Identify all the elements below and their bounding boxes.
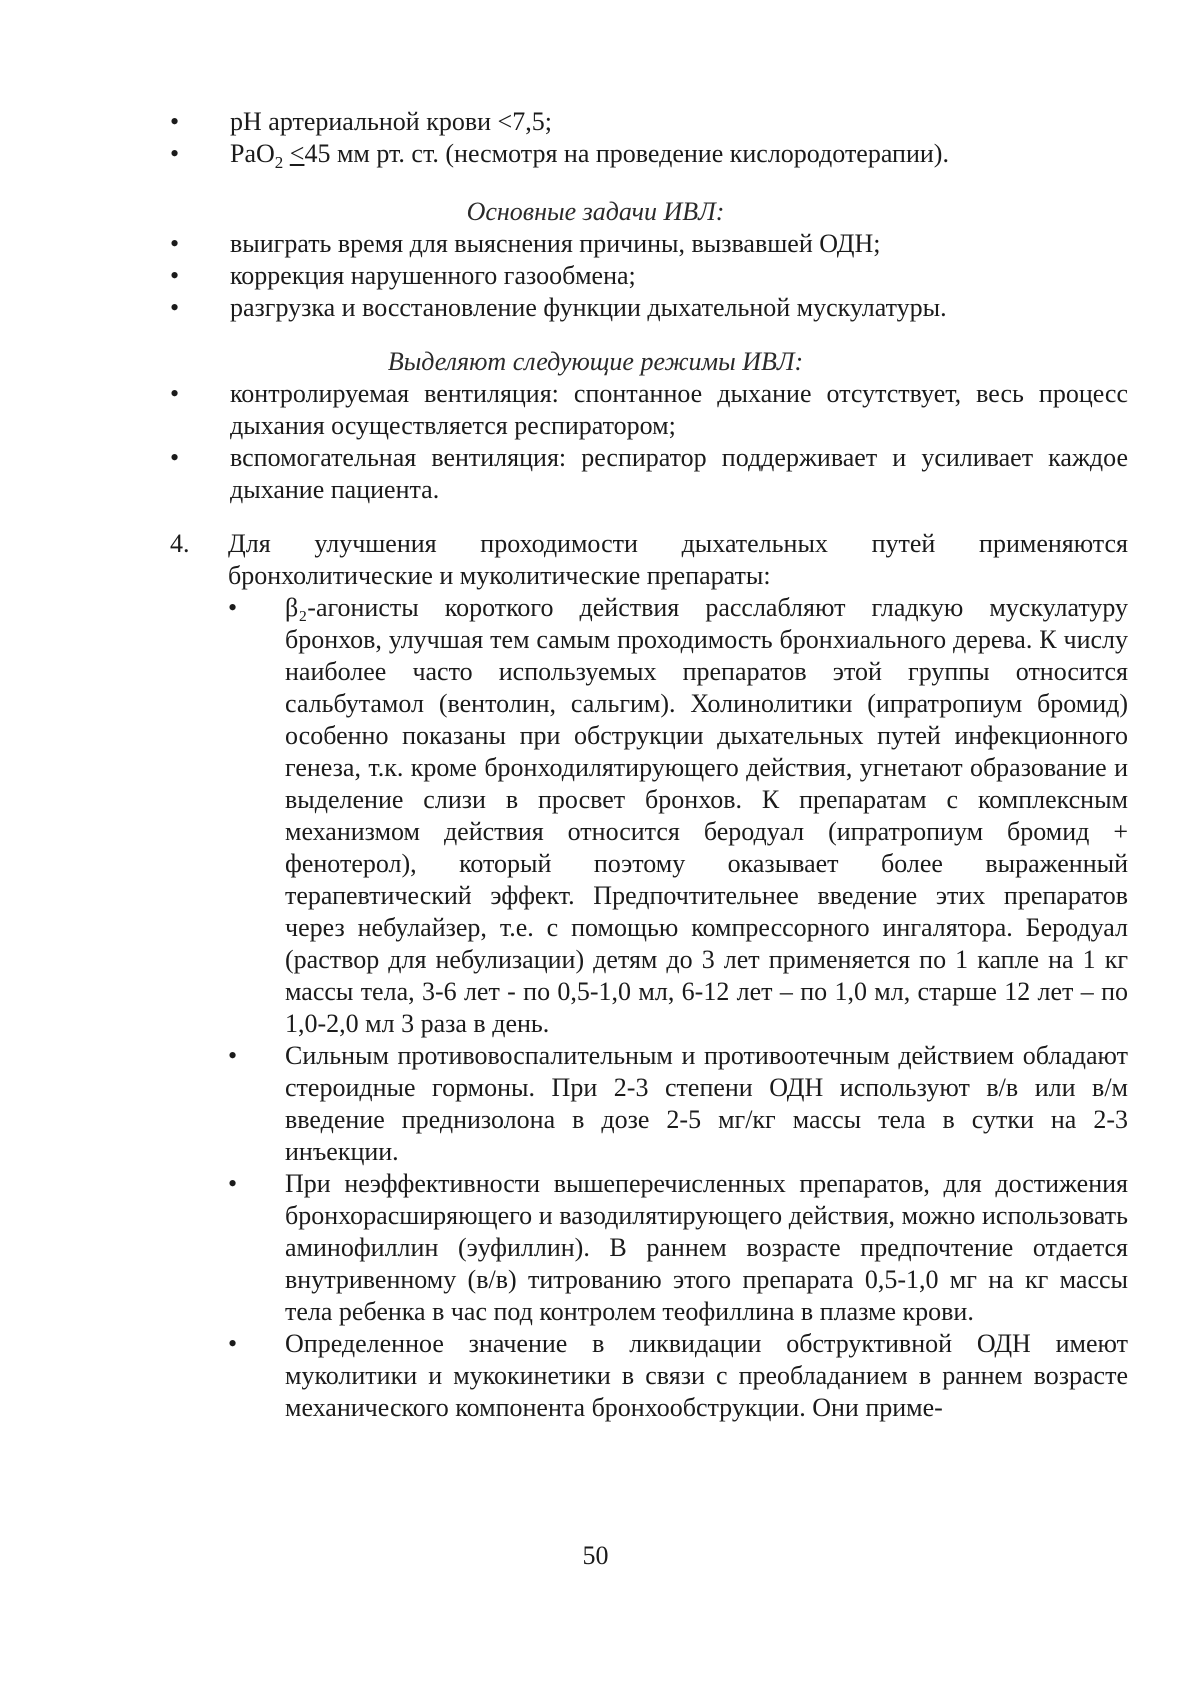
- bullet-icon: •: [170, 379, 180, 408]
- item-text: Для улучшения проходимости дыхательных путей применяются бронхолитические и муколитические препараты:: [228, 529, 1128, 590]
- list-item-text: β₂-агонисты короткого действия расслабляют гладкую мускулатуру бронхов, улучшая тем самым проходимость бронхиального дерева. К числу наиболее часто используемых препаратов этой группы относится сальбутамол (вентолин, сальгим). Холинолитики (ипратропиум бромид) особенно показаны при обструкции дыхательных путей инфекционного генеза, т.к. кроме бронходилятирующего действия, угнетают образование и выделение слизи в просвет бронхов. К препаратам с комплексным механизмом действия относится беродуал (ипратропиум бромид + фенотерол), который поэтому оказывает более выраженный терапевтический эффект. Предпочтительнее введение этих препаратов через небулайзер, т.е. с помощью компрессорного ингалятора. Беродуал (раствор для небулизации) детям до 3 лет применяется по 1 капле на 1 кг массы тела, 3-6 лет - по 0,5-1,0 мл, 6-12 лет – по 1,0 мл, старше 12 лет – по 1,0-2,0 мл 3 раза в день.: [285, 593, 1128, 1038]
- criteria-list: [170, 106, 1128, 179]
- list-item-text: контролируемая вентиляция: спонтанное дыхание отсутствует, весь процесс дыхания осуществляется респиратором;: [230, 379, 1128, 440]
- item-number: 4.: [170, 529, 190, 558]
- bullet-icon: •: [170, 139, 180, 168]
- list-item: [228, 1040, 1128, 1168]
- bullet-icon: •: [228, 1041, 238, 1070]
- list-item: [170, 138, 1128, 179]
- list-item-text: вспомогательная вентиляция: респиратор поддерживает и усиливает каждое дыхание пациента.: [230, 443, 1128, 504]
- list-item: [170, 378, 1128, 442]
- list-item-text: Определенное значение в ликвидации обструктивной ОДН имеют муколитики и мукокинетики в связи с преобладанием в раннем возрасте механического компонента бронхообструкции. Они приме-: [285, 1329, 1128, 1422]
- section-heading-tasks: Основные задачи ИВЛ:: [466, 197, 725, 226]
- drug-list: [228, 592, 1128, 1424]
- modes-list: [170, 378, 1128, 506]
- bullet-icon: •: [228, 1329, 238, 1358]
- list-item: [170, 292, 1128, 324]
- bullet-icon: •: [170, 443, 180, 472]
- list-item-text: РаО$_2$ <45 мм рт. ст. (несмотря на проведение кислородотерапии).: [230, 139, 949, 173]
- bullet-icon: •: [170, 107, 180, 136]
- list-item-text: Сильным противовоспалительным и противоотечным действием обладают стероидные гормоны. При 2-3 степени ОДН используют в/в или в/м введение преднизолона в дозе 2-5 мг/кг массы тела в сутки на 2-3 инъекции.: [285, 1041, 1128, 1166]
- list-item-text: При неэффективности вышеперечисленных препаратов, для достижения бронхорасширяющего и вазодилятирующего действия, можно использовать аминофиллин (эуфиллин). В раннем возрасте предпочтение отдается внутривенному (в/в) титрованию этого препарата 0,5-1,0 мг на кг массы тела ребенка в час под контролем теофиллина в плазме крови.: [285, 1169, 1128, 1326]
- bullet-icon: •: [170, 261, 180, 290]
- list-item: [170, 260, 1128, 292]
- bullet-icon: •: [228, 593, 238, 622]
- list-item-text: выиграть время для выяснения причины, вызвавшей ОДН;: [230, 229, 881, 258]
- section-heading-modes: Выделяют следующие режимы ИВЛ:: [387, 347, 804, 376]
- list-item: [228, 1328, 1128, 1424]
- tasks-list: [170, 228, 1128, 324]
- bullet-icon: •: [170, 293, 180, 322]
- list-item: [170, 442, 1128, 506]
- list-item: [170, 228, 1128, 260]
- bullet-icon: •: [228, 1169, 238, 1198]
- list-item-text: коррекция нарушенного газообмена;: [230, 261, 636, 290]
- bullet-icon: •: [170, 229, 180, 258]
- list-item: [228, 1168, 1128, 1328]
- list-item-text: рН артериальной крови <7,5;: [230, 107, 552, 136]
- list-item: [170, 106, 1128, 138]
- page-number: 50: [582, 1541, 609, 1570]
- numbered-item-4: [170, 528, 1128, 592]
- list-item-text: разгрузка и восстановление функции дыхательной мускулатуры.: [230, 293, 947, 322]
- list-item: [228, 592, 1128, 1040]
